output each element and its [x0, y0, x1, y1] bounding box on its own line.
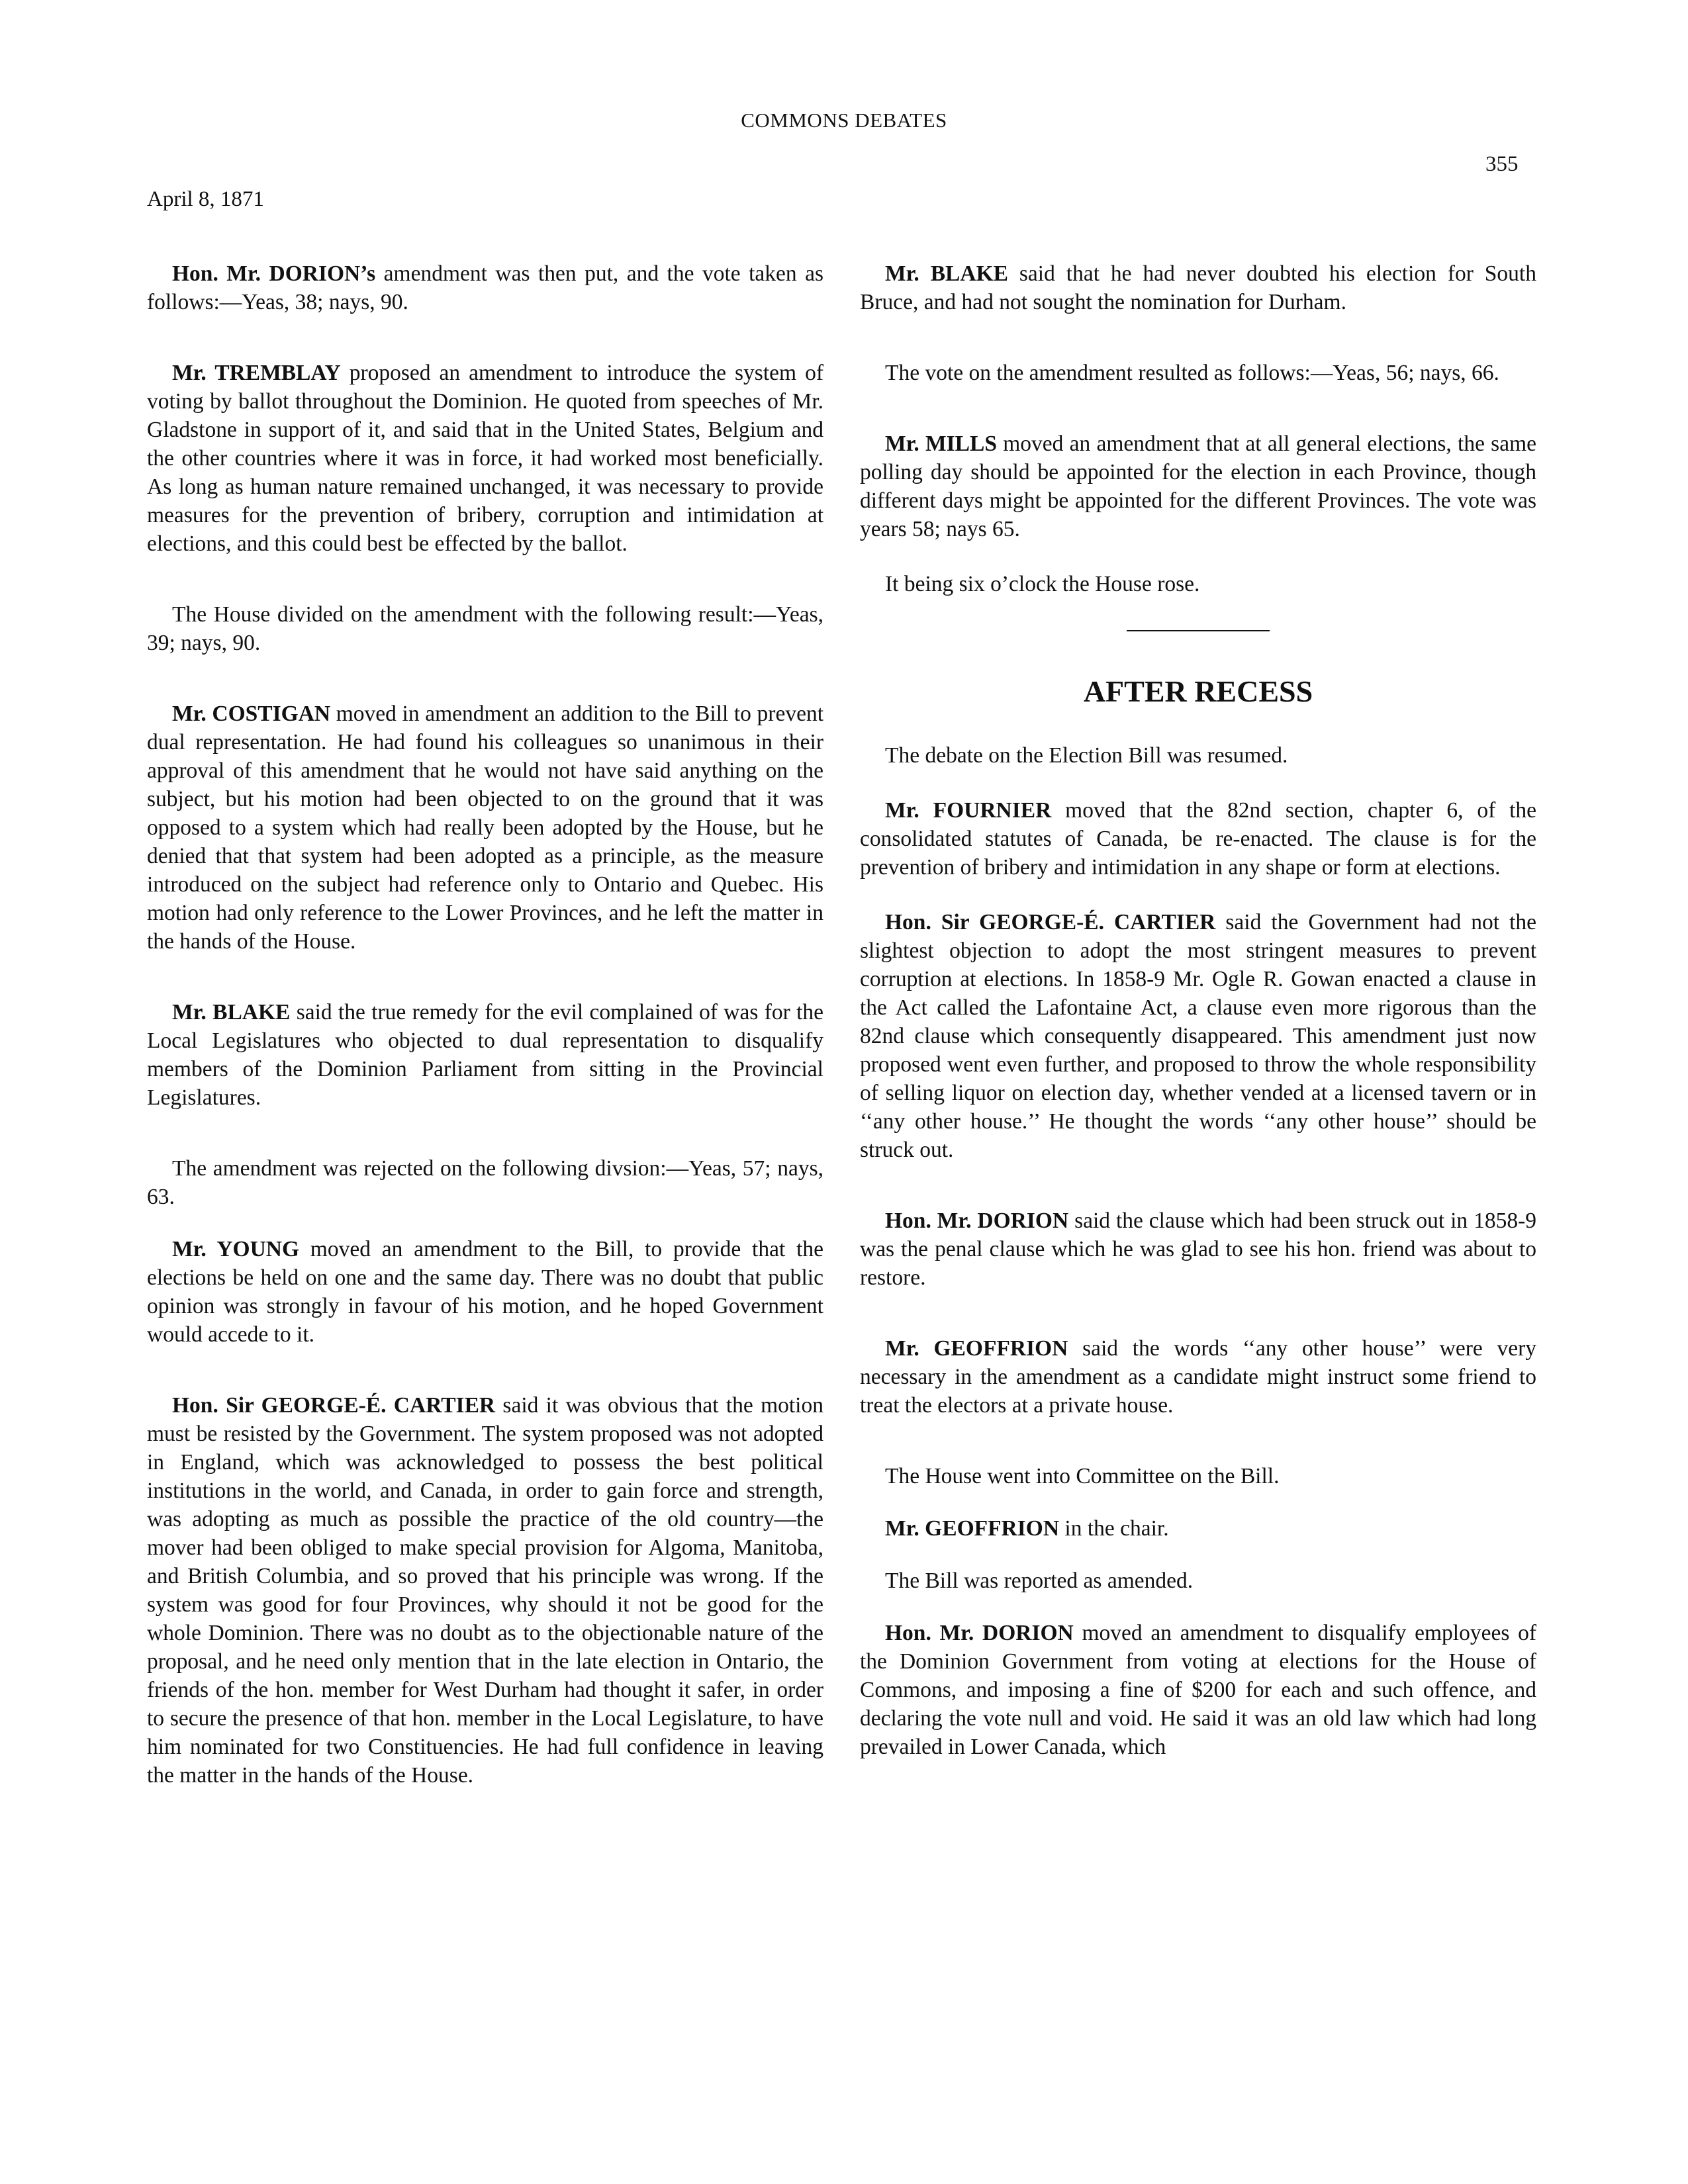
- speaker-name: Hon. Mr. DORION: [885, 1621, 1074, 1645]
- speaker-name: Mr. BLAKE: [172, 1000, 291, 1024]
- page-date: April 8, 1871: [147, 187, 264, 211]
- speaker-name: Mr. GEOFFRION: [885, 1516, 1060, 1541]
- paragraph-text: The debate on the Election Bill was resumed.: [885, 743, 1288, 768]
- paragraph-text: It being six o’clock the House rose.: [885, 572, 1200, 596]
- paragraph: [860, 796, 1536, 882]
- right-column: [860, 259, 1536, 1788]
- paragraph: [860, 430, 1536, 543]
- paragraph: [147, 259, 823, 316]
- paragraph-text: said it was obvious that the motion must be resisted by the Government. The system proposed was not adopted in England, which was acknowledged to possess the best political institutions in the world, and Canada, in order to gain force and strength, was adopting as much as possible the practice of the old country—the mover had been obliged to make special provision for Algoma, Manitoba, and British Columbia, and so proved that his principle was wrong. If the system was good for four Provinces, why should it not be good for the whole Dominion. There was no doubt as to the objectionable nature of the proposal, and he need only mention that in the late election in Ontario, the friends of the hon. member for West Durham had thought it safer, in order to secure the presence of that hon. member in the Local Legislature, to have him nominated for two Constituencies. He had full confidence in leaving the matter in the hands of the House.: [147, 1393, 823, 1788]
- paragraph: [860, 1567, 1536, 1595]
- paragraph-text: The House divided on the amendment with the following result:—Yeas, 39; nays, 90.: [147, 602, 823, 655]
- section-heading: AFTER RECESS: [1083, 674, 1313, 708]
- speaker-name: Mr. YOUNG: [172, 1237, 300, 1261]
- speaker-name: Mr. MILLS: [885, 432, 997, 456]
- left-column: [147, 259, 823, 1816]
- paragraph-text: The House went into Committee on the Bill.: [885, 1464, 1280, 1488]
- paragraph-text: The Bill was reported as amended.: [885, 1569, 1194, 1593]
- speaker-name: Mr. GEOFFRION: [885, 1336, 1068, 1361]
- paragraph-text: amendment was then put, and the vote taken as follows:—Yeas, 38; nays, 90.: [147, 261, 823, 314]
- page-number: 355: [1485, 152, 1519, 176]
- paragraph: [147, 600, 823, 657]
- running-header: COMMONS DEBATES: [741, 109, 947, 132]
- paragraph: [147, 1391, 823, 1790]
- paragraph-text: moved an amendment to the Bill, to provide that the elections be held on one and the same day. There was no doubt that public opinion was strongly in favour of his motion, and he hoped Government would accede to it.: [147, 1237, 823, 1347]
- paragraph: [860, 1462, 1536, 1490]
- paragraph-text: moved an amendment to disqualify employees of the Dominion Government from voting at elections for the House of Commons, and imposing a fine of $200 for each and such offence, and declaring the vote null and void. He said it was an old law which had long prevailed in Lower Canada, which: [860, 1621, 1536, 1759]
- speaker-name: Hon. Mr. DORION’s: [172, 261, 376, 286]
- paragraph-text: said the words ‘‘any other house’’ were very necessary in the amendment as a candidate might instruct some friend to treat the electors at a private house.: [860, 1336, 1537, 1418]
- paragraph-text: said that he had never doubted his election for South Bruce, and had not sought the nomination for Durham.: [860, 261, 1536, 314]
- paragraph: [860, 908, 1536, 1164]
- paragraph-text: moved in amendment an addition to the Bill to prevent dual representation. He had found his colleagues so unanimous in their approval of this amendment that he would not have said anything on the subject, but his motion had been objected to on the ground that it was opposed to a system which had really been adopted by the House, but he denied that that system had been adopted as a principle, as the measure introduced on the subject had reference only to Ontario and Quebec. His motion had only reference to the Lower Provinces, and he left the matter in the hands of the House.: [147, 702, 823, 954]
- paragraph: [147, 359, 823, 558]
- paragraph: [147, 1154, 823, 1211]
- paragraph-text: moved that the 82nd section, chapter 6, of the consolidated statutes of Canada, be re-enacted. The clause is for the prevention of bribery and intimidation in any shape or form at elections.: [860, 798, 1536, 880]
- paragraph-text: The vote on the amendment resulted as follows:—Yeas, 56; nays, 66.: [885, 361, 1499, 385]
- paragraph-text: moved an amendment that at all general elections, the same polling day should be appointed for the election in each Province, though different days might be appointed for the different Provinces. The vote was years 58; nays 65.: [860, 432, 1536, 541]
- paragraph: [147, 700, 823, 956]
- speaker-name: Hon. Sir GEORGE-É. CARTIER: [885, 910, 1216, 934]
- paragraph: [860, 1514, 1536, 1543]
- paragraph: [860, 741, 1536, 770]
- paragraph: [860, 259, 1536, 316]
- paragraph: [860, 570, 1536, 598]
- paragraph: [860, 359, 1536, 387]
- speaker-name: Mr. BLAKE: [885, 261, 1008, 286]
- speaker-name: Hon. Mr. DORION: [885, 1208, 1069, 1233]
- paragraph-text: proposed an amendment to introduce the system of voting by ballot throughout the Dominion. He quoted from speeches of Mr. Gladstone in support of it, and said that in the United States, Belgium and the other countries where it was in force, it had worked most beneficially. As long as human nature remained unchanged, it was necessary to provide measures for the prevention of bribery, corruption and intimidation at elections, and this could best be effected by the ballot.: [147, 361, 823, 556]
- paragraph: [147, 998, 823, 1112]
- speaker-name: Mr. FOURNIER: [885, 798, 1052, 823]
- paragraph-text: said the Government had not the slightest objection to adopt the most stringent measures to prevent corruption at elections. In 1858-9 Mr. Ogle R. Gowan enacted a clause in the Act called the Lafontaine Act, a clause even more rigorous than the 82nd clause which consequently disappeared. This amendment just now proposed went even further, and proposed to throw the whole responsibility of selling liquor on election day, whether vended at a licensed tavern or in ‘‘any other house.’’ He thought the words ‘‘any other house’’ should be struck out.: [860, 910, 1536, 1162]
- paragraph-text: said the true remedy for the evil complained of was for the Local Legislatures who objected to dual representation to disqualify members of the Dominion Parliament from sitting in the Provincial Legislatures.: [147, 1000, 823, 1110]
- speaker-name: Mr. TREMBLAY: [172, 361, 341, 385]
- speaker-name: Mr. COSTIGAN: [172, 702, 331, 726]
- paragraph-text: The amendment was rejected on the following divsion:—Yeas, 57; nays, 63.: [147, 1156, 823, 1209]
- speaker-name: Hon. Sir GEORGE-É. CARTIER: [172, 1393, 496, 1418]
- section-divider: [1127, 630, 1270, 631]
- paragraph: [860, 1619, 1536, 1761]
- paragraph-text: said the clause which had been struck out in 1858-9 was the penal clause which he was glad to see his hon. friend was about to restore.: [860, 1208, 1536, 1290]
- paragraph: [147, 1235, 823, 1349]
- paragraph: [860, 1334, 1536, 1420]
- paragraph: [860, 1206, 1536, 1292]
- paragraph-text: in the chair.: [1059, 1516, 1169, 1541]
